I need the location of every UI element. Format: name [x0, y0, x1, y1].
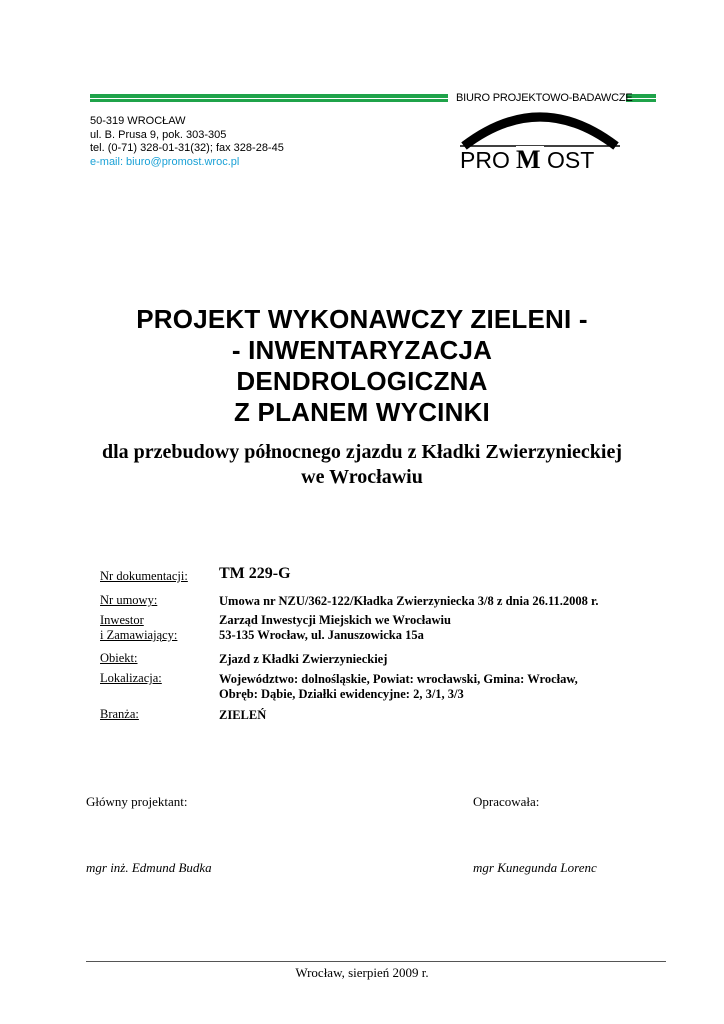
address-line-email: e-mail: biuro@promost.wroc.pl	[90, 155, 240, 168]
promost-logo	[452, 106, 628, 176]
investor-value-line-1: Zarząd Inwestycji Miejskich we Wrocławiu	[219, 613, 451, 627]
prepared-by-name: mgr Kunegunda Lorenc	[473, 860, 597, 875]
investor-value-line-2: 53-135 Wrocław, ul. Januszowicka 15a	[219, 628, 424, 642]
company-type-label: BIURO PROJEKTOWO-BADAWCZE	[456, 92, 633, 104]
logo-text-left: PRO	[460, 147, 510, 173]
title-line-2: - INWENTARYZACJA	[231, 335, 493, 365]
location-label: Lokalizacja:	[100, 671, 162, 685]
branch-label: Branża:	[100, 707, 139, 721]
title-line-4: Z PLANEM WYCINKI	[234, 397, 490, 427]
doc-number-value: TM 229-G	[219, 565, 291, 582]
logo-text-right: OST	[547, 147, 595, 173]
title-line-3: DENDROLOGICZNA	[236, 366, 488, 396]
object-label: Obiekt:	[100, 651, 138, 665]
investor-label-line-1: Inwestor	[100, 613, 144, 627]
document-subtitle	[60, 440, 664, 490]
prepared-by-label: Opracowała:	[473, 794, 540, 809]
footer-place-date: Wrocław, sierpień 2009 r.	[295, 965, 429, 980]
object-value: Zjazd z Kładki Zwierzynieckiej	[219, 652, 388, 666]
chief-designer-name: mgr inż. Edmund Budka	[86, 860, 212, 875]
contract-label: Nr umowy:	[100, 593, 158, 607]
location-value-line-1: Województwo: dolnośląskie, Powiat: wrocławski, Gmina: Wrocław,	[219, 672, 578, 686]
header-green-bars-left	[90, 94, 448, 102]
chief-designer-label: Główny projektant:	[86, 794, 188, 809]
company-address	[90, 115, 284, 169]
title-line-1: PROJEKT WYKONAWCZY ZIELENI -	[136, 304, 588, 334]
address-line-phone: tel. (0-71) 328-01-31(32); fax 328-28-45	[90, 142, 284, 154]
subtitle-line-1: dla przebudowy północnego zjazdu z Kładki Zwierzynieckiej	[102, 441, 622, 463]
footer-divider	[86, 961, 666, 962]
subtitle-line-2: we Wrocławiu	[301, 466, 423, 488]
address-line-street: ul. B. Prusa 9, pok. 303-305	[90, 128, 227, 141]
address-line-city: 50-319 WROCŁAW	[90, 115, 186, 127]
branch-value: ZIELEŃ	[219, 708, 267, 722]
contract-value: Umowa nr NZU/362-122/Kładka Zwierzyniecka 3/8 z dnia 26.11.2008 r.	[219, 594, 599, 608]
doc-number-label: Nr dokumentacji:	[100, 569, 188, 583]
location-value-line-2: Obręb: Dąbie, Działki ewidencyjne: 2, 3/1, 3/3	[219, 687, 464, 701]
investor-label-line-2: i Zamawiający:	[100, 628, 178, 642]
logo-text-mid: M	[516, 145, 541, 174]
document-title	[0, 304, 724, 428]
